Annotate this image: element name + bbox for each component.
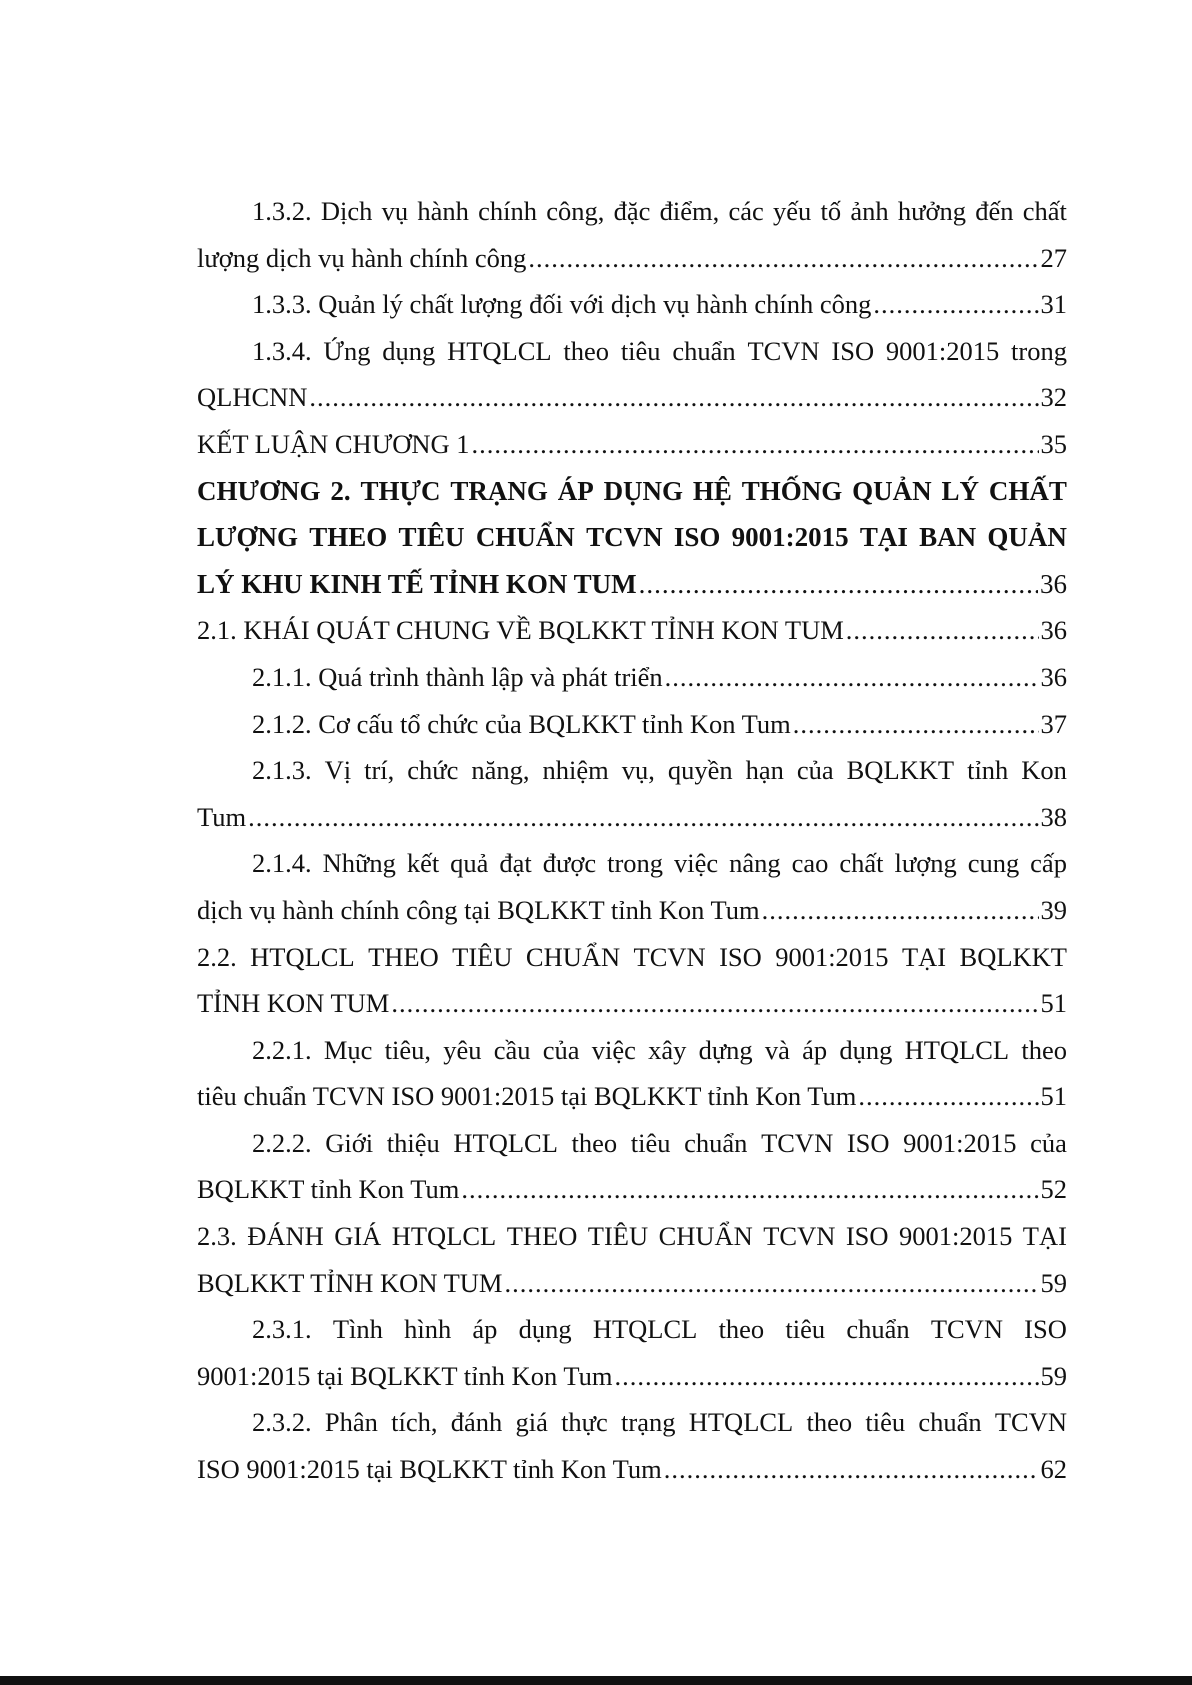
toc-entry-word: theo — [718, 1314, 765, 1345]
dot-leader — [793, 701, 1039, 748]
toc-entry-word: 2. — [330, 475, 351, 506]
toc-entry-word: đạt — [499, 848, 532, 879]
toc-entry-word: tích, — [391, 1407, 438, 1438]
toc-entry-title: 2.1.1. Quá trình thành lập và phát triển — [252, 661, 663, 692]
toc-page-number: 52 — [1040, 1174, 1067, 1205]
toc-entry-word: cấp — [1030, 848, 1067, 879]
toc-entry-word: 9001:2015 — [903, 1127, 1017, 1158]
toc-entry-word: hình — [404, 1314, 452, 1345]
toc-entry-word: nhiệm — [542, 755, 609, 786]
page-bottom-border — [0, 1676, 1192, 1685]
toc-entry-word: BAN — [919, 522, 977, 553]
toc-entry-word: TIÊU — [398, 522, 465, 553]
toc-entry-word: 9001:2015 — [898, 1221, 1013, 1252]
toc-entry[interactable] — [197, 235, 1067, 282]
dot-leader — [528, 235, 1038, 282]
toc-page-number: 27 — [1040, 242, 1067, 273]
toc-entry-word: CHƯƠNG — [197, 475, 321, 506]
toc-entry-word: 2.2.2. — [252, 1127, 312, 1158]
toc-entry-word: 2.2.1. — [252, 1034, 312, 1065]
toc-entry[interactable] — [197, 328, 1067, 375]
toc-entry-word: xây — [648, 1034, 687, 1065]
toc-entry-word: TẠI — [859, 522, 908, 553]
toc-entry-word: TCVN — [586, 522, 663, 553]
toc-entry[interactable] — [197, 468, 1067, 515]
toc-entry-title: lượng dịch vụ hành chính công — [197, 242, 527, 273]
toc-entry-title: dịch vụ hành chính công tại BQLKKT tỉnh Kon Tum — [197, 894, 760, 925]
toc-entry[interactable] — [197, 840, 1067, 887]
toc-entry-word: quyền — [667, 755, 733, 786]
toc-page-number: 38 — [1040, 801, 1067, 832]
dot-leader — [391, 980, 1038, 1027]
toc-entry[interactable] — [197, 514, 1067, 561]
toc-entry-word: chính — [478, 196, 537, 226]
toc-entry-word: dụng — [382, 335, 436, 366]
toc-entry-word: Những — [322, 848, 396, 879]
toc-entry-word: HTQLCL — [453, 1127, 558, 1158]
toc-entry-word: ISO — [831, 335, 875, 366]
toc-entry-word: TẠI — [1022, 1221, 1067, 1252]
toc-entry-word: chuẩn — [846, 1314, 910, 1345]
toc-entry-word: TCVN — [930, 1314, 1003, 1345]
toc-entry-title: QLHCNN — [197, 382, 308, 413]
toc-entry-word: trong — [1011, 335, 1067, 366]
toc-entry-word: BQLKKT — [959, 941, 1067, 972]
toc-entry-word: Giới — [325, 1127, 374, 1158]
toc-entry-word: dụng — [518, 1314, 572, 1345]
toc-entry-word: GIÁ — [334, 1221, 382, 1252]
toc-entry-word: TCVN — [761, 1127, 834, 1158]
toc-entry-word: của — [1030, 1127, 1067, 1158]
toc-entry-word: QUẢN — [987, 522, 1067, 553]
toc-entry-word: 2.3. — [197, 1221, 237, 1252]
toc-entry-word: điểm, — [659, 196, 720, 226]
toc-entry-word: đến — [975, 196, 1014, 226]
toc-entry-word: ÁP — [557, 475, 594, 506]
toc-entry[interactable] — [197, 1213, 1067, 1260]
toc-entry-word: Tình — [332, 1314, 383, 1345]
toc-entry-title: KẾT LUẬN CHƯƠNG 1 — [197, 428, 470, 459]
toc-entry-word: HTQLCL — [447, 335, 552, 366]
toc-page-number: 59 — [1040, 1267, 1067, 1298]
toc-entry-word: HTQLCL — [391, 1221, 497, 1252]
dot-leader — [309, 374, 1038, 421]
toc-entry-word: kết — [406, 848, 440, 879]
toc-page-number: 51 — [1040, 1081, 1067, 1112]
toc-page-number: 32 — [1040, 382, 1067, 413]
toc-entry-word: cầu — [493, 1034, 531, 1065]
toc-entry-word: các — [728, 196, 764, 226]
toc-entry-word: tiêu, — [384, 1034, 432, 1065]
toc-entry-word: chuẩn — [672, 335, 736, 366]
toc-entry-word: 1.3.2. — [252, 196, 312, 226]
toc-entry-word: hành — [417, 196, 469, 226]
toc-entry-word: Vị — [324, 755, 352, 786]
toc-entry-word: yếu — [772, 196, 812, 226]
toc-entry-word: theo — [1021, 1034, 1067, 1065]
toc-entry-title: 2.1. KHÁI QUÁT CHUNG VỀ BQLKKT TỈNH KON TUM — [197, 615, 844, 646]
toc-entry-word: trong — [607, 848, 664, 879]
toc-entry[interactable] — [197, 887, 1067, 934]
toc-entry-word: lượng — [894, 848, 957, 879]
toc-entry-word: áp — [802, 1034, 828, 1065]
toc-page-number: 62 — [1040, 1454, 1067, 1485]
toc-entry-word: áp — [472, 1314, 498, 1345]
toc-entry-word: dụng — [839, 1034, 893, 1065]
dot-leader — [639, 561, 1038, 608]
toc-entry-word: 2.1.4. — [252, 848, 312, 879]
toc-entry-word: tỉnh — [967, 755, 1009, 786]
toc-entry-word: LÝ — [941, 475, 980, 506]
toc-entry-word: HTQLCL — [904, 1034, 1010, 1065]
toc-entry-word: TCVN — [747, 335, 820, 366]
toc-entry-word: chuẩn — [684, 1127, 748, 1158]
toc-page-number: 35 — [1040, 428, 1067, 459]
toc-entry-word: THEO — [368, 941, 439, 972]
toc-entry-word: nâng — [729, 848, 781, 879]
dot-leader — [858, 1073, 1038, 1120]
toc-entry-word: dựng — [698, 1034, 753, 1065]
toc-entry-word: 1.3.4. — [252, 335, 312, 366]
toc-entry[interactable] — [197, 1260, 1067, 1307]
toc-entry-word: CHUẨN — [525, 941, 621, 972]
toc-entry-word: CHUẨN — [658, 1221, 753, 1252]
toc-entry-word: quả — [450, 848, 489, 879]
toc-entry-word: tiêu — [630, 1127, 671, 1158]
dot-leader — [614, 1353, 1038, 1400]
toc-entry-title: 9001:2015 tại BQLKKT tỉnh Kon Tum — [197, 1360, 613, 1391]
toc-entry-word: công, — [546, 196, 605, 226]
toc-entry-word: tiêu — [865, 1407, 906, 1438]
toc-entry-word: chất — [839, 848, 884, 879]
toc-entry-title: 2.1.2. Cơ cấu tổ chức của BQLKKT tỉnh Kon Tum — [252, 708, 791, 739]
toc-page-number: 36 — [1040, 568, 1067, 599]
toc-entry-title: TỈNH KON TUM — [197, 988, 390, 1019]
toc-entry-word: của — [796, 755, 834, 786]
toc-entry-word: vụ — [381, 196, 409, 226]
toc-entry-word: 9001:2015 — [775, 941, 889, 972]
toc-entry[interactable] — [197, 980, 1067, 1027]
toc-entry-title: BQLKKT tỉnh Kon Tum — [197, 1174, 460, 1205]
toc-entry-word: việc — [591, 1034, 636, 1065]
toc-entry-word: theo — [806, 1407, 853, 1438]
toc-entry-word: HTQLCL — [592, 1314, 698, 1345]
toc-entry-word: HỆ — [692, 475, 732, 506]
toc-entry-word: được — [542, 848, 597, 879]
toc-entry[interactable] — [197, 1399, 1067, 1446]
toc-entry-word: ĐÁNH — [247, 1221, 324, 1252]
toc-entry-word: HTQLCL — [250, 941, 355, 972]
toc-entry-word: đánh — [450, 1407, 503, 1438]
toc-entry-word: TẠI — [901, 941, 947, 972]
toc-entry-word: Mục — [323, 1034, 373, 1065]
toc-entry[interactable] — [197, 374, 1067, 421]
toc-entry-word: thực — [561, 1407, 608, 1438]
toc-entry-word: 9001:2015 — [731, 522, 849, 553]
toc-entry-title: 1.3.3. Quản lý chất lượng đối với dịch vụ hành chính công — [252, 289, 872, 320]
toc-entry-word: hạn — [745, 755, 784, 786]
toc-entry-word: THỰC — [360, 475, 441, 506]
toc-entry-word: THEO — [506, 1221, 578, 1252]
toc-entry-word: trí, — [364, 755, 395, 786]
toc-entry-word: TCVN — [763, 1221, 836, 1252]
toc-entry[interactable] — [197, 561, 1067, 608]
toc-entry-word: cao — [791, 848, 829, 879]
toc-entry[interactable] — [197, 281, 1067, 328]
toc-entry-word: 2.2. — [197, 941, 237, 972]
toc-entry-word: theo — [571, 1127, 618, 1158]
toc-entry-word: ISO — [719, 941, 762, 972]
toc-entry-word: TCVN — [633, 941, 706, 972]
toc-entry-word: CHUẨN — [475, 522, 575, 553]
toc-entry-word: 2.3.2. — [252, 1407, 312, 1438]
toc-entry[interactable] — [197, 934, 1067, 981]
toc-entry-word: vụ, — [621, 755, 655, 786]
toc-entry-word: chất — [1022, 196, 1067, 226]
dot-leader — [505, 1260, 1039, 1307]
dot-leader — [664, 1446, 1039, 1493]
toc-entry-word: thiệu — [386, 1127, 440, 1158]
toc-entry-word: 9001:2015 — [885, 335, 1000, 366]
toc-entry-word: năng, — [471, 755, 530, 786]
toc-entry-word: BQLKKT — [846, 755, 955, 786]
toc-entry-word: hưởng — [897, 196, 966, 226]
toc-entry-word: 2.1.3. — [252, 755, 312, 786]
toc-entry-word: cung — [967, 848, 1020, 879]
toc-entry[interactable] — [197, 747, 1067, 794]
toc-entry[interactable] — [197, 654, 1067, 701]
toc-entry-title: ISO 9001:2015 tại BQLKKT tỉnh Kon Tum — [197, 1454, 662, 1485]
toc-entry-word: ảnh — [850, 196, 889, 226]
toc-entry-word: Phân — [324, 1407, 378, 1438]
toc-page-number: 39 — [1040, 894, 1067, 925]
dot-leader — [665, 654, 1039, 701]
dot-leader — [248, 794, 1038, 841]
toc-entry[interactable] — [197, 1027, 1067, 1074]
toc-entry-word: ISO — [673, 522, 721, 553]
toc-entry[interactable] — [197, 701, 1067, 748]
toc-entry-word: TRẠNG — [450, 475, 548, 506]
toc-entry-word: TIÊU — [452, 941, 513, 972]
toc-entry-word: HTQLCL — [688, 1407, 794, 1438]
toc-entry[interactable] — [197, 607, 1067, 654]
toc-entry-word: tố — [820, 196, 842, 226]
toc-entry-word: ISO — [1024, 1314, 1067, 1345]
dot-leader — [472, 421, 1039, 468]
toc-entry-word: CHẤT — [988, 475, 1067, 506]
dot-leader — [762, 887, 1039, 934]
toc-entry-word: tiêu — [785, 1314, 826, 1345]
toc-entry[interactable] — [197, 1446, 1067, 1493]
toc-entry-word: ISO — [846, 1127, 890, 1158]
toc-entry[interactable] — [197, 794, 1067, 841]
toc-entry-word: giá — [515, 1407, 548, 1438]
toc-entry-word: 2.3.1. — [252, 1314, 312, 1345]
toc-page-number: 36 — [1040, 615, 1067, 646]
toc-entry[interactable] — [197, 1166, 1067, 1213]
toc-entry-word: theo — [563, 335, 610, 366]
toc-entry-word: trạng — [621, 1407, 676, 1438]
dot-leader — [846, 607, 1039, 654]
toc-page-number: 37 — [1040, 708, 1067, 739]
toc-page-number: 59 — [1040, 1360, 1067, 1391]
toc-entry-word: chuẩn — [918, 1407, 982, 1438]
toc-entry-word: THEO — [309, 522, 388, 553]
dot-leader — [461, 1166, 1038, 1213]
toc-entry[interactable] — [197, 1120, 1067, 1167]
toc-entry-word: Kon — [1021, 755, 1067, 786]
toc-entry-word: TCVN — [994, 1407, 1067, 1438]
toc-entry-word: việc — [674, 848, 719, 879]
toc-entry-title: BQLKKT TỈNH KON TUM — [197, 1267, 503, 1298]
toc-entry-title: LÝ KHU KINH TẾ TỈNH KON TUM — [197, 568, 637, 599]
toc-entry-word: Dịch — [320, 196, 373, 226]
toc-entry-word: THỐNG — [741, 475, 843, 506]
toc-entry[interactable] — [197, 1073, 1067, 1120]
toc-entry-word: và — [764, 1034, 790, 1065]
table-of-contents — [197, 188, 1067, 1493]
dot-leader — [873, 281, 1038, 328]
toc-entry[interactable] — [197, 1353, 1067, 1400]
toc-entry-word: LƯỢNG — [197, 522, 298, 553]
toc-entry-word: đặc — [613, 196, 651, 226]
toc-entry-word: tiêu — [620, 335, 661, 366]
toc-entry-title: tiêu chuẩn TCVN ISO 9001:2015 tại BQLKKT tỉnh Kon Tum — [197, 1081, 857, 1112]
toc-page-number: 36 — [1040, 661, 1067, 692]
toc-page-number: 51 — [1040, 988, 1067, 1019]
toc-entry[interactable] — [197, 421, 1067, 468]
toc-entry-word: yêu — [443, 1034, 482, 1065]
toc-entry-word: của — [542, 1034, 580, 1065]
toc-entry[interactable] — [197, 188, 1067, 235]
toc-entry-word: TIÊU — [587, 1221, 649, 1252]
toc-entry-word: chức — [407, 755, 459, 786]
toc-entry-word: Ứng — [323, 335, 371, 366]
toc-entry-title: Tum — [197, 801, 247, 832]
toc-entry-word: DỤNG — [603, 475, 684, 506]
toc-entry-word: ISO — [845, 1221, 889, 1252]
toc-page-number: 31 — [1040, 289, 1067, 320]
toc-entry[interactable] — [197, 1306, 1067, 1353]
toc-entry-word: QUẢN — [852, 475, 932, 506]
